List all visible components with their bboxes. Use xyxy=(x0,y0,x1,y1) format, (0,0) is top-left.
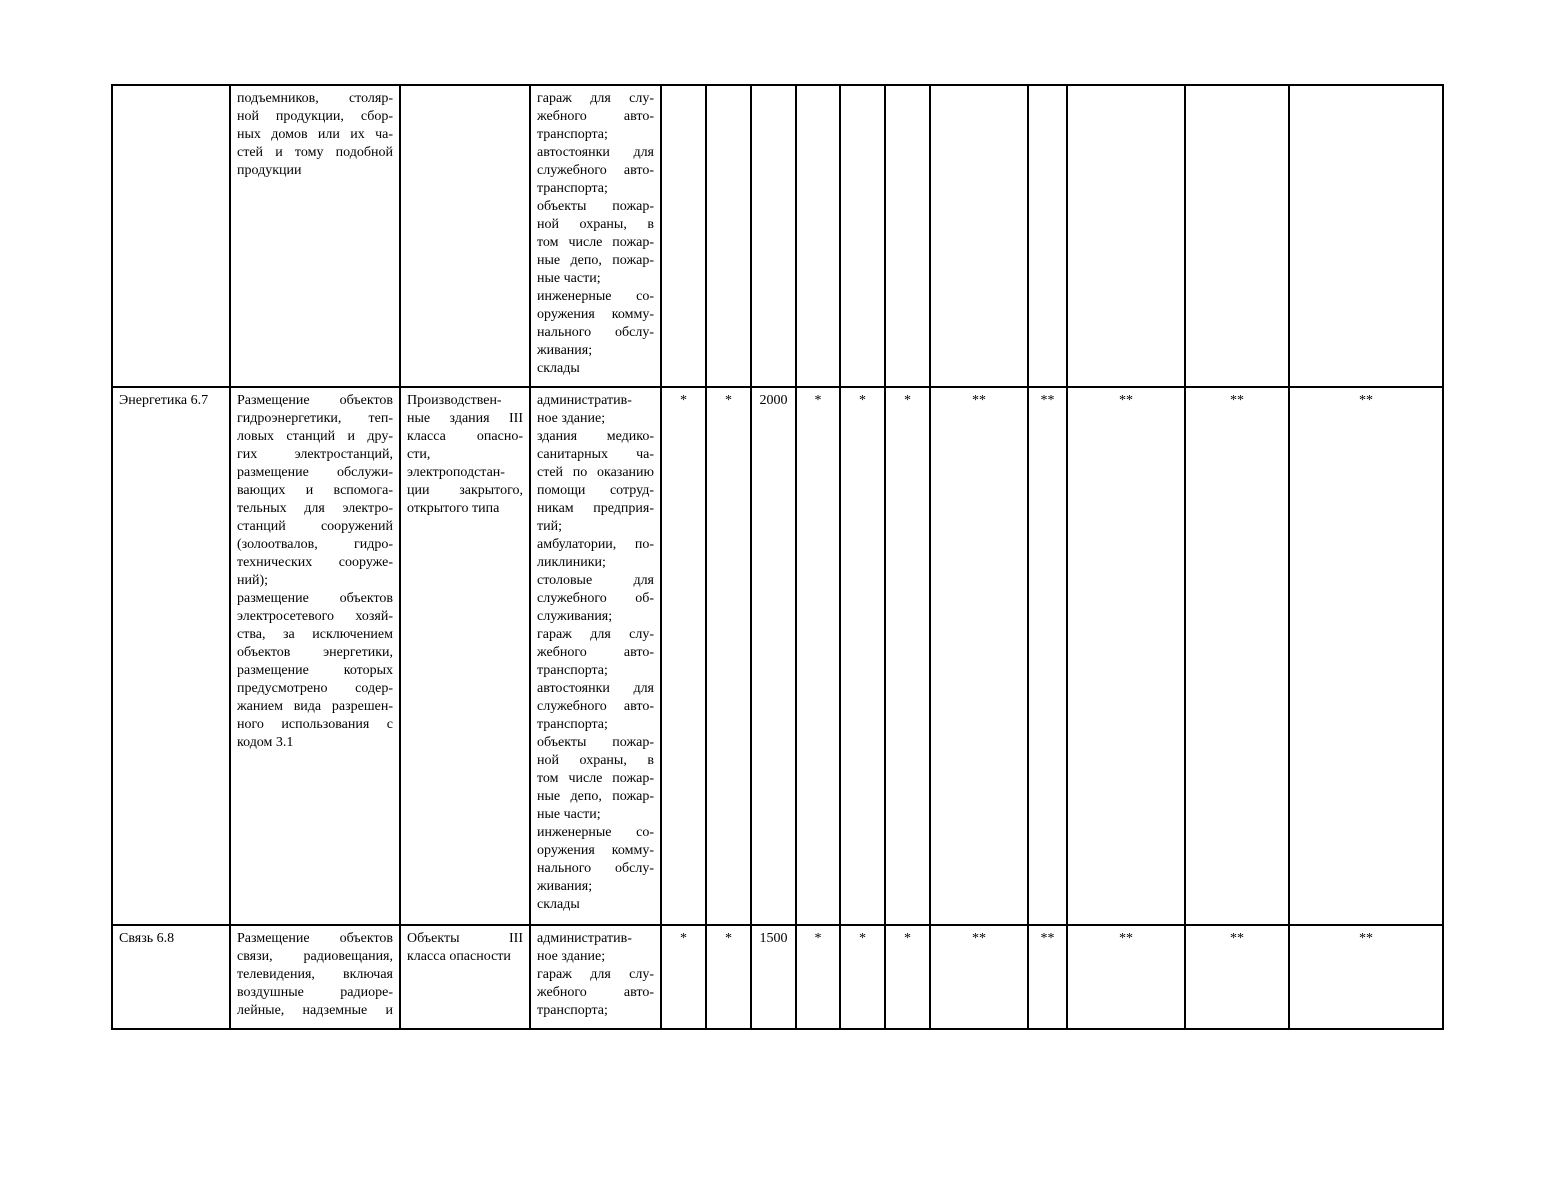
value-cell: * xyxy=(661,925,706,1029)
value-cell xyxy=(1067,85,1185,387)
table-row xyxy=(112,85,1443,387)
use-name-cell: Связь 6.8 xyxy=(112,925,230,1029)
use-description-cell: Размещение объектов гидроэнергетики, теп- ловых станций и дру- гих электростанций, размещение обслужи- вающих и вспомога- тельных для электро- станций сооружений (золоотвалов, гидро- технических сооруже- ний); размещение объектов электросетевого хозяй- ства, за исключением объектов энергетики, размещение которых предусмотрено содер- жанием вида разрешен- ного использования с кодом 3.1 xyxy=(230,387,400,925)
use-name-cell: Энергетика 6.7 xyxy=(112,387,230,925)
value-cell xyxy=(1185,85,1289,387)
value-cell: * xyxy=(706,387,751,925)
use-description-cell: подъемников, столяр- ной продукции, сбор- ных домов или их ча- стей и тому подобной продукции xyxy=(230,85,400,387)
value-cell: ** xyxy=(1067,925,1185,1029)
table-row xyxy=(112,387,1443,925)
value-cell: * xyxy=(885,387,930,925)
value-cell xyxy=(796,85,840,387)
auxiliary-uses-cell: гараж для слу- жебного авто- транспорта; автостоянки для служебного авто- транспорта; объекты пожар- ной охраны, в том числе пожар- ные депо, пожар- ные части; инженерные со- оружения комму- нального обслу- живания; склады xyxy=(530,85,661,387)
value-cell: ** xyxy=(1289,387,1443,925)
value-cell: ** xyxy=(1028,387,1067,925)
value-cell xyxy=(1289,85,1443,387)
value-cell xyxy=(1028,85,1067,387)
value-cell: ** xyxy=(1067,387,1185,925)
value-cell: * xyxy=(796,925,840,1029)
use-description-cell: Размещение объектов связи, радиовещания, телевидения, включая воздушные радиоре- лейные, надземные и xyxy=(230,925,400,1029)
value-cell: 1500 xyxy=(751,925,796,1029)
value-cell xyxy=(840,85,885,387)
value-cell: ** xyxy=(930,387,1028,925)
value-cell: 2000 xyxy=(751,387,796,925)
use-name-cell xyxy=(112,85,230,387)
value-cell: ** xyxy=(930,925,1028,1029)
buildings-cell: Объекты III класса опасности xyxy=(400,925,530,1029)
value-cell xyxy=(751,85,796,387)
value-cell: ** xyxy=(1185,925,1289,1029)
auxiliary-uses-cell: административ- ное здание; гараж для слу- жебного авто- транспорта; xyxy=(530,925,661,1029)
value-cell: * xyxy=(706,925,751,1029)
value-cell: ** xyxy=(1289,925,1443,1029)
value-cell xyxy=(661,85,706,387)
value-cell xyxy=(706,85,751,387)
value-cell: * xyxy=(840,925,885,1029)
value-cell: * xyxy=(661,387,706,925)
table-row xyxy=(112,925,1443,1029)
value-cell xyxy=(930,85,1028,387)
value-cell: * xyxy=(840,387,885,925)
value-cell: * xyxy=(885,925,930,1029)
buildings-cell: Производствен- ные здания III класса опасно- сти, электроподстан- ции закрытого, открытого типа xyxy=(400,387,530,925)
buildings-cell xyxy=(400,85,530,387)
auxiliary-uses-cell: административ- ное здание; здания медико- санитарных ча- стей по оказанию помощи сотруд- никам предприя- тий; амбулатории, по- ликлиники; столовые для служебного об- служивания; гараж для слу- жебного авто- транспорта; автостоянки для служебного авто- транспорта; объекты пожар- ной охраны, в том числе пожар- ные депо, пожар- ные части; инженерные со- оружения комму- нального обслу- живания; склады xyxy=(530,387,661,925)
value-cell xyxy=(885,85,930,387)
value-cell: ** xyxy=(1028,925,1067,1029)
zoning-table xyxy=(111,84,1444,1030)
value-cell: * xyxy=(796,387,840,925)
value-cell: ** xyxy=(1185,387,1289,925)
